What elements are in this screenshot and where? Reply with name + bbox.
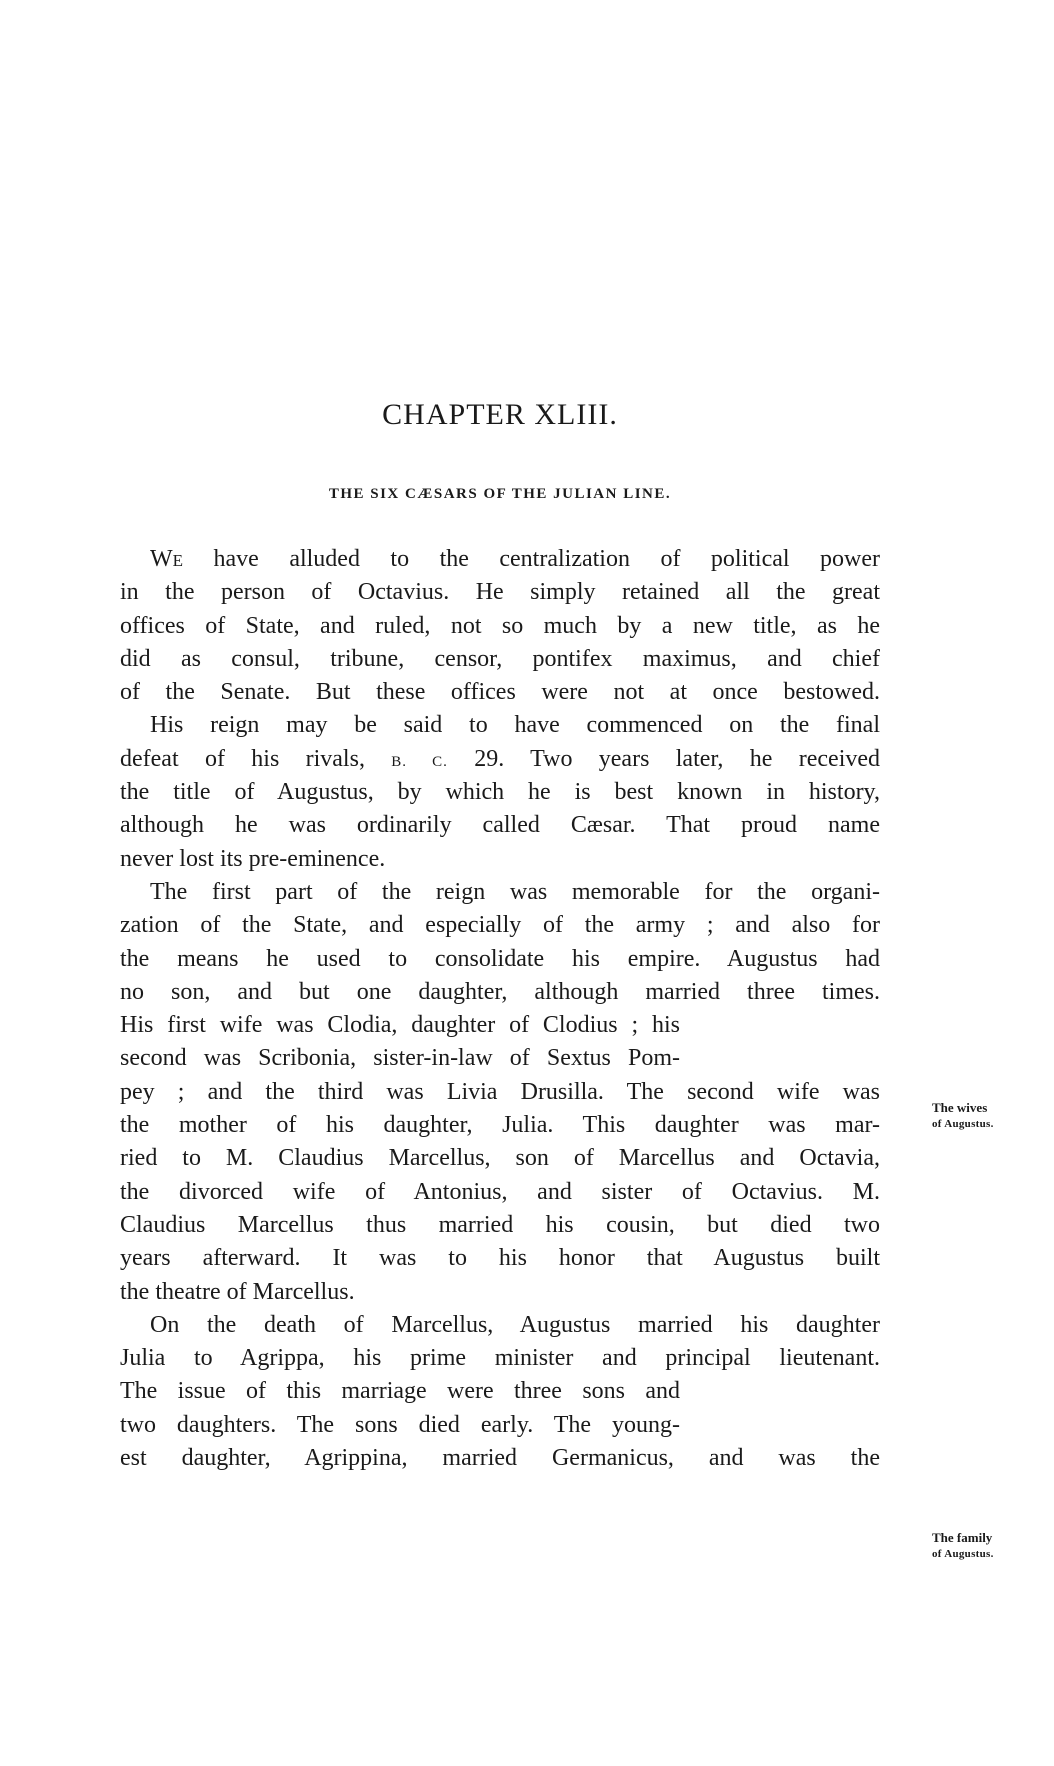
text-line: zation of the State, and especially of the army ; and also for (120, 912, 880, 939)
text-line: second was Scribonia, sister-in-law of Sextus Pom- (120, 1045, 680, 1072)
text-line: the mother of his daughter, Julia. This daughter was mar- (120, 1112, 880, 1139)
text-line: the means he used to consolidate his empire. Augustus had (120, 945, 880, 972)
text-line: offices of State, and ruled, not so much by a new title, as he (120, 612, 880, 639)
text-line: ried to M. Claudius Marcellus, son of Marcellus and Octavia, (120, 1145, 880, 1172)
text-line: On the death of Marcellus, Augustus married his daughter (150, 1311, 880, 1338)
text-line: the title of Augustus, by which he is best known in history, (120, 779, 880, 806)
era-label: B. C. (391, 753, 448, 770)
text-line: His first wife was Clodia, daughter of Clodius ; his (120, 1012, 680, 1039)
text-line: defeat of his rivals, B. C. 29. Two years later, he received (120, 745, 881, 772)
text-line: Julia to Agrippa, his prime minister and principal lieutenant. (120, 1345, 880, 1372)
text-line: est daughter, Agrippina, married Germanicus, and was the (120, 1445, 880, 1472)
chapter-title: CHAPTER XLIII. (382, 398, 618, 431)
paragraph-4 (120, 1309, 880, 1475)
paragraph-3 (120, 876, 880, 1309)
text-line: His reign may be said to have commenced on the final (150, 712, 880, 739)
paragraph-2 (120, 709, 880, 875)
paragraph-1 (120, 543, 880, 709)
text-line: did as consul, tribune, censor, pontifex maximus, and chief (120, 645, 880, 672)
text-line: no son, and but one daughter, although married three times. (120, 978, 880, 1005)
text-line: The issue of this marriage were three sons and (120, 1378, 680, 1405)
text-line: Claudius Marcellus thus married his cousin, but died two (120, 1211, 880, 1238)
text-line: although he was ordinarily called Cæsar. That proud name (120, 812, 880, 839)
text-line: We have alluded to the centralization of political power (150, 546, 881, 572)
text-line: the theatre of Marcellus. (120, 1278, 355, 1305)
chapter-subtitle: THE SIX CÆSARS OF THE JULIAN LINE. (328, 486, 672, 502)
text-line: two daughters. The sons died early. The young- (120, 1411, 680, 1438)
text-line: in the person of Octavius. He simply retained all the great (120, 579, 880, 606)
text-line: never lost its pre-eminence. (120, 845, 386, 872)
text-line: The first part of the reign was memorable for the organi- (150, 878, 880, 905)
text-line: years afterward. It was to his honor that Augustus built (120, 1245, 880, 1272)
sidenote-family: The family of Augustus. (932, 1530, 994, 1560)
text-line: of the Senate. But these offices were not at once bestowed. (120, 679, 880, 706)
drop-word: We (150, 546, 184, 572)
text-line: pey ; and the third was Livia Drusilla. The second wife was (120, 1078, 880, 1105)
sidenote-wives: The wives of Augustus. (932, 1100, 994, 1130)
text-line: the divorced wife of Antonius, and sister of Octavius. M. (120, 1178, 880, 1205)
body-text (120, 543, 880, 1475)
